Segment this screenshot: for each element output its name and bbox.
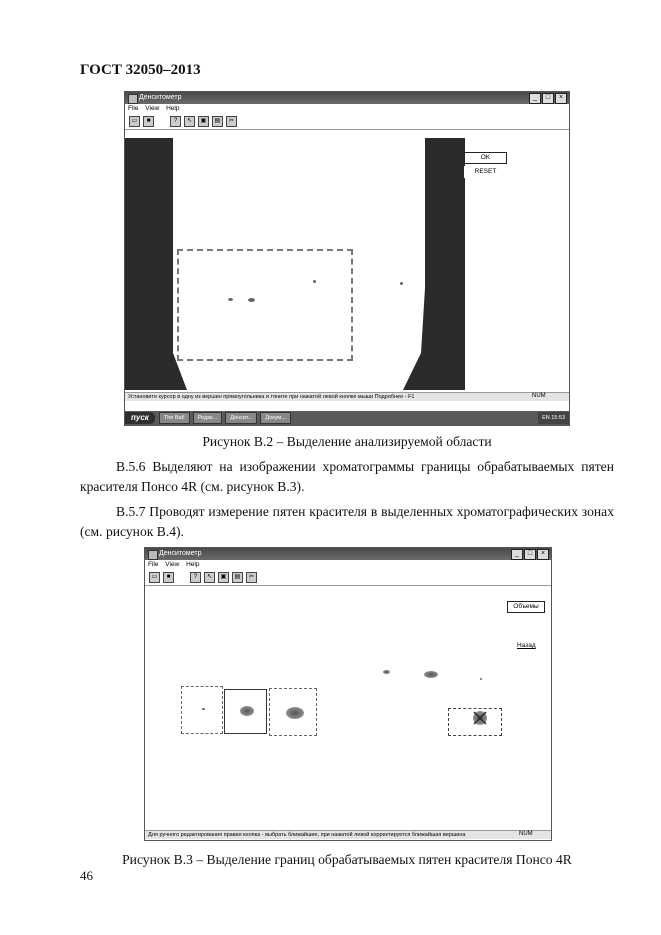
close-button[interactable]: × [537, 549, 549, 560]
densitometer-window-2 [144, 547, 552, 841]
system-tray [538, 412, 569, 424]
scissors-icon[interactable]: ✂ [246, 572, 257, 583]
taskbar-item[interactable]: Докум... [260, 412, 290, 424]
status-num: NUM [519, 831, 533, 837]
maximize-button[interactable]: □ [524, 549, 536, 560]
taskbar-item[interactable]: Редак... [193, 412, 223, 424]
minimize-button[interactable]: _ [529, 93, 541, 104]
dye-spot [286, 707, 304, 719]
figure-caption-b3: Рисунок В.3 – Выделение границ обрабатываемых пятен красителя Понсо 4R [122, 852, 572, 867]
minimize-button[interactable]: _ [511, 549, 523, 560]
context-help-icon[interactable]: ↖ [204, 572, 215, 583]
app-icon [148, 550, 158, 560]
taskbar-item[interactable]: Денсит... [225, 412, 257, 424]
document-header: ГОСТ 32050–2013 [80, 62, 201, 78]
reset-button[interactable]: RESET [464, 166, 507, 178]
status-num: NUM [532, 393, 546, 399]
close-button[interactable]: × [555, 93, 567, 104]
save-icon[interactable]: ■ [163, 572, 174, 583]
spot-mark [248, 298, 255, 302]
cross-marker [473, 711, 487, 725]
copy-icon[interactable]: ▣ [218, 572, 229, 583]
tray-clock: 15:53 [551, 415, 565, 421]
paragraph-b57: В.5.7 Проводят измерение пятен красителя в выделенных хроматографических зонах (см. рисунок В.4). [80, 504, 614, 539]
window-title-bar[interactable] [145, 548, 551, 560]
menu-file[interactable]: File [128, 105, 139, 112]
toolbar [145, 570, 551, 586]
menu-view[interactable]: View [165, 561, 180, 568]
taskbar-item[interactable]: The Bat! [159, 412, 190, 424]
print-icon[interactable]: ▤ [232, 572, 243, 583]
dye-spot [240, 706, 254, 716]
window-title: Денситометр [159, 550, 202, 557]
dye-spot [424, 671, 438, 678]
spot-mark [228, 298, 233, 301]
maximize-button[interactable]: □ [542, 93, 554, 104]
context-help-icon[interactable]: ↖ [184, 116, 195, 127]
start-button[interactable]: пуск [125, 412, 155, 424]
scissors-icon[interactable]: ✂ [226, 116, 237, 127]
open-icon[interactable]: ▭ [129, 116, 140, 127]
open-icon[interactable]: ▭ [149, 572, 160, 583]
print-icon[interactable]: ▤ [212, 116, 223, 127]
menu-bar [125, 104, 569, 114]
back-link[interactable]: Назад [517, 642, 536, 649]
status-bar: Установите курсор в одну из вершин прямоугольника и тяните при нажатой левой кнопке мыши Подробнее - F1 [125, 392, 569, 401]
spot-mark [400, 282, 403, 285]
ok-button[interactable]: OK [464, 152, 507, 164]
menu-file[interactable]: File [148, 561, 159, 568]
toolbar [125, 114, 569, 130]
volumes-button[interactable]: Объемы [507, 601, 545, 613]
selection-rectangle[interactable] [177, 249, 353, 361]
paragraph-b56: В.5.6 Выделяют на изображении хроматограммы границы обрабатываемых пятен красителя Понсо 4R (см. рисунок В.3). [80, 459, 614, 494]
spot-mark [313, 280, 316, 283]
status-bar: Для ручного редактирования правая кнопка - выбрать ближайшие, при нажатой левой корректируется ближайшая вершина [145, 830, 551, 839]
spot-mark [480, 678, 482, 680]
dye-spot [383, 670, 390, 674]
spot-zone[interactable] [181, 686, 223, 734]
window-title-bar[interactable] [125, 92, 569, 104]
page-number: 46 [80, 868, 93, 883]
save-icon[interactable]: ■ [143, 116, 154, 127]
window-title: Денситометр [139, 94, 182, 101]
densitometer-window-1 [124, 91, 570, 426]
menu-help[interactable]: Help [166, 105, 180, 112]
help-icon[interactable]: ? [170, 116, 181, 127]
app-icon [128, 94, 138, 104]
help-icon[interactable]: ? [190, 572, 201, 583]
menu-view[interactable]: View [145, 105, 160, 112]
menu-help[interactable]: Help [186, 561, 200, 568]
taskbar [125, 411, 569, 425]
menu-bar [145, 560, 551, 570]
copy-icon[interactable]: ▣ [198, 116, 209, 127]
spot-mark [202, 708, 205, 710]
tray-lang[interactable]: EN [542, 415, 550, 421]
figure-caption-b2: Рисунок В.2 – Выделение анализируемой области [202, 434, 492, 449]
